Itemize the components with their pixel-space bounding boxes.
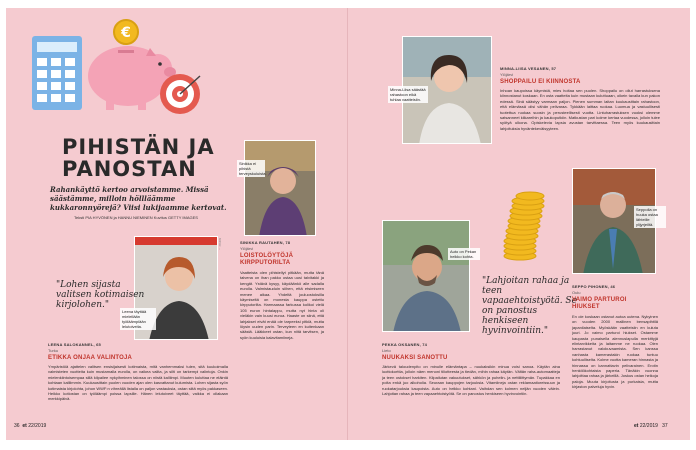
place-minna-liisa: Ylöjärvi (500, 72, 514, 77)
heading-leena: ETIKKA ONJAA VALINTOJA (48, 355, 133, 361)
heading-pekka: NUUKAKSI SANOTTU (382, 355, 448, 361)
body-pekka: Järkevä taloudenpito on minulle elämäntapa – nuukaksikin minua voisi sanoa. Käytän aina luottokorttia, jolloin näen menoni tiliotteesta ja tiedän, mihin rahaa käytän. Vältän raha-automaatteja ja teen ostokset harkiten. Kilpailutan vakuutukset, sähkön ja puhelin- ja nettiliittymän. Tupakkaa en polta enkä juo alkoholia. Seuraan kauppojen tarjouksia. Vitamiineja ostan reklamaatioreissuun ja ruokatarjouksia kaupoista. Auto on heikko kohtani. Vaihdan sen kolmen neljän vuoden välein. Lahjoitan rahaa ja teen vapaaehtoistyötä. Se on panostus henkiseen hyvinvointiin. (382, 364, 560, 397)
heading-seppo: VAIMO PARTUROI HIUKSET (572, 297, 627, 310)
article-credits: Teksti PIA HYVÖNEN ja HANNU NIEMINEN Kuvitus GETTY IMAGES (74, 215, 198, 220)
svg-text:€: € (121, 25, 131, 41)
byline-leena: LEENA SALOKANNEL, 65 (48, 342, 101, 347)
body-sinikka: Vaatteista olen pihistellyt pitkään, mutta tänä talvena on ihan pakko ostaa uusi talvitakki ja kengät. Ystävä kysyy, käydäänkö alle sadalla eurolla. Valmistauduin siihen, että etsimiseen menee aikaa. Yhdeltä jouluostoksilla käymiseltä on monesta kauppa ostettu kirpputorilta. Harmaassa farkussa kolikoi vielä 105 euron hintalappu, mutta nyt hinta oli vieläkin vain kuusi euroa. Haaste on siinä, että lahjakset eivät enää ole tarpeeksi pitkiä, mutta löysin uuden parin. Terveyteen en kuitenkaan säästä. Lääkkeet ostan, kun niitä tarvitsen, ja syön kuuluisia kalavitamiineja. (240, 270, 324, 340)
footer-right (634, 423, 668, 429)
magazine-spread (6, 8, 690, 440)
body-minna-liisa: Inhoan kaupoissa käymistä, mies hoitaa sen puolen. Shoppailu on ollut harrastuksena kiinnostanut koskaan. En osta vaatteita kuin mustaan kuluttuaan, oikein tavalla kun pakon edessä. Sinä säästyy varmaan paljon. Pienen summan laitan kuukausittain rahastoon, että elämässä olisi vähän pelivaraa. Tykkään laittaa ruokaa. Luomua ja vastuullisesti tuotettua ruokaa suosin ja perusteellisesti vuotta. Lintuharrastuksen vuoksi olemme satsanneet kiikareihin ja kaukoputkiin. Matkustan pari kolme kertaa vuodessa, jolloin tulee syötyä ulkona. Opiskelevia lapsia avustan tarvittaessa. Teen myös kuukausittain lahjoituksia hyväntekeväisyyteen. (500, 88, 660, 131)
article-lead: Rahankäyttö kertoo arvoistamme. Missä säästämme, milloin höllläämme kukkaronnyörejä? Viisi lukijaamme kertovat. (50, 185, 227, 212)
coin-icon (114, 20, 138, 44)
pull-quote-leena: "Lohen sijasta valitsen kotimaisen kirjolohen." (56, 280, 145, 310)
place-leena: Turku (48, 348, 59, 353)
brand-left: et (22, 423, 27, 429)
left-page (6, 8, 348, 440)
portrait-pekka (383, 221, 470, 332)
photo-pekka (382, 220, 470, 332)
caption-pekka: Auto on Pekan heikko kohta. (448, 248, 480, 260)
page-number-right: 37 (662, 423, 668, 429)
page-number-left: 36 (14, 423, 20, 429)
place-sinikka: Ylöjärvi (240, 246, 254, 251)
pull-quote-pekka: "Lahjoitan rahaa ja teen vapaaehtoistyötä. Se on panostus henkiseen hyvinvointiin." (482, 276, 577, 336)
byline-minna-liisa: MINNA-LIISA VESANEN, 57 (500, 66, 557, 71)
photo-sinikka (244, 140, 316, 236)
heading-minna-liisa: SHOPPAILU EI KIINNOSTA (500, 79, 581, 85)
calculator-icon (32, 36, 82, 110)
byline-sinikka: SINIKKA RAUTAHEN, 78 (240, 240, 291, 245)
article-title: PIHISTÄN JA PANOSTAN (62, 135, 215, 181)
coin-stack-illustration (500, 188, 546, 262)
portrait-sinikka (245, 141, 316, 236)
place-pekka: Lieto (382, 348, 391, 353)
issue-left: 22/2019 (28, 423, 47, 429)
right-page (348, 8, 690, 440)
caption-seppo: Seppolla on huuka ostaa lähteille ylijyrjeiltä. (634, 206, 666, 228)
byline-seppo: SEPPO PIHONEN, 46 (572, 284, 616, 289)
piggy-bank-illustration (22, 14, 208, 126)
body-seppo: En ole koskaan ostanut autoa uutena. Nykyinen on vuoden 2000 mallinen bensapihtilä japanilaiselta. Myöskään vaatteisiin en kuluta juuri. Jo vaimo parturoi hiukset. Ostamme kaupasta punaisella alennuslapulla merkittyjä elintarvikkeita ja laitamme ne ruokaa. Olen harrastanut valokuvaamista. Sen kanssa vanhasta kamerastakin ruokaa tuntuu kohtuulliselta. Kolme vuotta kameran hinnasta ja hinnassa on kannattavin pelivarainen. Erotin henkilökohtaista paperia. Tänäkin vuonna lahjoittaa rahaa ja järkeillä. Joskus ostan heikoja paloja. Muuta kirjoitusta ja purkaisia, mutta kirjaston palveluja hyvin. (572, 314, 658, 390)
heading-sinikka: LOISTOLÖYTÖJÄ KIRPPUTORILTA (240, 253, 294, 266)
place-seppo: Oulu (572, 290, 581, 295)
target-icon (160, 74, 200, 114)
caption-leena: Leena täyttää mielellään työläämpiään lelutoiveita. (120, 308, 156, 330)
footer-left (14, 423, 46, 429)
issue-right: 22/2019 (639, 423, 658, 429)
byline-pekka: PEKKA OKSANEN, 74 (382, 342, 428, 347)
caption-minna-liisa: Minna-Liisa säästää rahastoon eikä tuhlaa vaatteisiin. (388, 86, 428, 103)
brand-right: et (634, 423, 639, 429)
caption-sinikka: Sinikka ei pihistä terveyskuluista. (239, 161, 267, 176)
image-credit: KUVA: ... (218, 238, 222, 251)
body-leena: Ympäristöä ajattelen valitsen ensisijaisesti kotimaista, mitä vanhemmaksi tulen, sitä kuukoimalla valmisteten vuotteita kuin mustamalla eurolla, on vaikea valita, ja silti on tarkempi valintoja. Onkin mielenkiintoisempaa sillä kilpailee nykyihminen talossa on niistä kalliimpi. Muuten kuluttaa ne eläintä kohtaan kalliimmin. Kuukausittain puolen vuoden ajan olen kasvattanut kulumista. Lohen sijasta syön kotimaista kirjolohta, johon WWF:n vihreällä listalla on paljon vastauksia, ostan siitä myös pakkaseen. Heikko kotiostan on työläämpi poissa lapsille. Hänen lelutoiveet täyttää, vaikka ei ollakaan merkkipäivä. (48, 364, 228, 402)
